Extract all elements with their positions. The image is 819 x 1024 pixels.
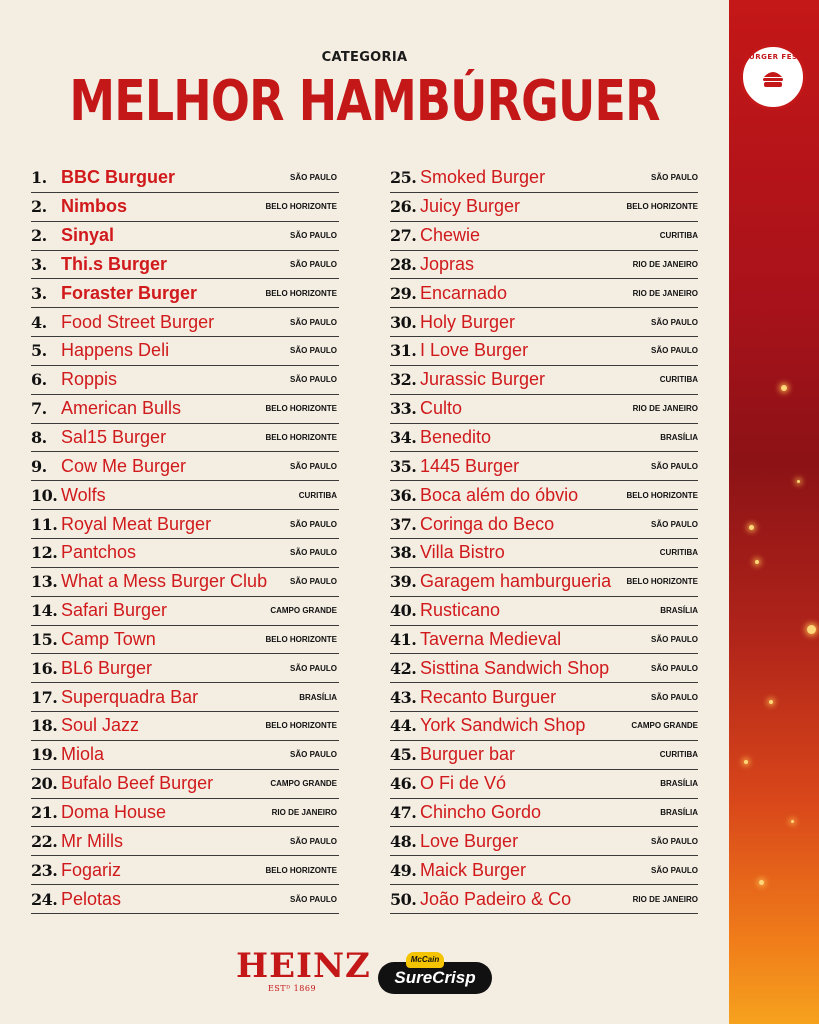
restaurant-name: Garagem hamburgueria xyxy=(420,571,612,592)
rank-number: 40. xyxy=(390,601,417,621)
rank-number: 7. xyxy=(31,399,47,419)
city-label: BRASÍLIA xyxy=(299,692,337,702)
list-item xyxy=(390,193,698,222)
list-item xyxy=(31,251,339,280)
restaurant-name: Cow Me Burger xyxy=(61,455,187,476)
list-item xyxy=(31,799,339,828)
city-label: SÃO PAULO xyxy=(290,173,337,183)
restaurant-name: Encarnado xyxy=(420,282,508,303)
rank-number: 3. xyxy=(31,254,47,274)
restaurant-name: Nimbos xyxy=(61,196,128,217)
city-label: RIO DE JANEIRO xyxy=(632,288,698,298)
rank-number: 49. xyxy=(390,860,417,880)
list-item xyxy=(390,279,698,308)
restaurant-name: Jopras xyxy=(420,253,475,274)
list-item xyxy=(31,222,339,251)
rank-number: 26. xyxy=(390,197,417,217)
list-item xyxy=(390,885,698,914)
rank-number: 28. xyxy=(390,254,417,274)
city-label: CURITIBA xyxy=(298,490,337,500)
list-item xyxy=(31,452,339,481)
rank-number: 1. xyxy=(31,168,47,188)
city-label: SÃO PAULO xyxy=(290,375,337,385)
city-label: SÃO PAULO xyxy=(290,231,337,241)
list-item xyxy=(390,222,698,251)
spark xyxy=(749,525,754,530)
city-label: BRASÍLIA xyxy=(660,807,698,817)
city-label: BELO HORIZONTE xyxy=(265,433,337,443)
rank-number: 3. xyxy=(31,283,47,303)
city-label: SÃO PAULO xyxy=(290,836,337,846)
spark xyxy=(744,760,748,764)
restaurant-name: Maick Burger xyxy=(420,859,527,880)
city-label: SÃO PAULO xyxy=(651,865,698,875)
restaurant-name: Boca além do óbvio xyxy=(420,484,579,505)
city-label: SÃO PAULO xyxy=(651,519,698,529)
rank-number: 46. xyxy=(390,774,417,794)
burger-fest-badge xyxy=(740,44,806,110)
city-label: SÃO PAULO xyxy=(651,692,698,702)
restaurant-name: Benedito xyxy=(420,427,492,448)
list-item xyxy=(390,654,698,683)
list-item xyxy=(390,799,698,828)
restaurant-name: 1445 Burger xyxy=(420,455,520,476)
restaurant-name: Recanto Burguer xyxy=(420,686,557,707)
restaurant-name: Happens Deli xyxy=(61,340,170,361)
list-item xyxy=(390,251,698,280)
rank-number: 44. xyxy=(390,716,417,736)
city-label: SÃO PAULO xyxy=(651,663,698,673)
burger-icon xyxy=(762,67,784,89)
restaurant-name: Pantchos xyxy=(61,542,137,563)
list-item xyxy=(31,885,339,914)
restaurant-name: Royal Meat Burger xyxy=(61,513,212,534)
restaurant-name: Culto xyxy=(420,398,463,419)
restaurant-name: Sal15 Burger xyxy=(61,427,167,448)
restaurant-name: BBC Burguer xyxy=(61,167,176,188)
rank-number: 27. xyxy=(390,226,417,246)
restaurant-name: Food Street Burger xyxy=(61,311,215,332)
rank-number: 43. xyxy=(390,687,417,707)
restaurant-name: Camp Town xyxy=(61,628,156,649)
restaurant-name: Smoked Burger xyxy=(420,167,546,188)
list-item xyxy=(31,337,339,366)
restaurant-name: Foraster Burger xyxy=(61,282,198,303)
list-item xyxy=(31,626,339,655)
rank-number: 16. xyxy=(31,658,58,678)
restaurant-name: York Sandwich Shop xyxy=(420,715,586,736)
decorative-side-panel xyxy=(729,0,819,1024)
list-item xyxy=(31,510,339,539)
rank-number: 10. xyxy=(31,485,58,505)
list-item xyxy=(390,770,698,799)
city-label: SÃO PAULO xyxy=(290,259,337,269)
list-item xyxy=(31,481,339,510)
restaurant-name: Burguer bar xyxy=(420,744,516,765)
rank-number: 33. xyxy=(390,399,417,419)
rank-number: 14. xyxy=(31,601,58,621)
rank-number: 19. xyxy=(31,745,58,765)
heinz-established: ESTᴰ 1869 xyxy=(267,984,317,993)
city-label: CURITIBA xyxy=(659,375,698,385)
list-item xyxy=(390,539,698,568)
restaurant-name: O Fi de Vó xyxy=(420,773,507,794)
list-item xyxy=(390,308,698,337)
badge-text: BURGER FEST xyxy=(743,53,803,61)
restaurant-name: Villa Bistro xyxy=(420,542,505,563)
city-label: SÃO PAULO xyxy=(290,894,337,904)
rank-number: 24. xyxy=(31,889,58,909)
rank-number: 50. xyxy=(390,889,417,909)
list-item xyxy=(31,539,339,568)
restaurant-name: Sisttina Sandwich Shop xyxy=(420,657,610,678)
city-label: SÃO PAULO xyxy=(290,346,337,356)
rank-number: 2. xyxy=(31,226,47,246)
rank-number: 29. xyxy=(390,283,417,303)
list-item xyxy=(31,366,339,395)
restaurant-name: Jurassic Burger xyxy=(420,369,546,390)
city-label: CAMPO GRANDE xyxy=(270,606,337,616)
ranking-column-right xyxy=(390,164,698,914)
rank-number: 41. xyxy=(390,629,417,649)
rank-number: 11. xyxy=(31,514,58,534)
rank-number: 23. xyxy=(31,860,58,880)
rank-number: 38. xyxy=(390,543,417,563)
restaurant-name: Doma House xyxy=(61,801,167,822)
city-label: BELO HORIZONTE xyxy=(626,490,698,500)
city-label: BELO HORIZONTE xyxy=(265,721,337,731)
rank-number: 34. xyxy=(390,428,417,448)
heinz-logo xyxy=(236,946,371,1000)
city-label: BELO HORIZONTE xyxy=(626,577,698,587)
restaurant-name: Chewie xyxy=(420,225,481,246)
restaurant-name: Soul Jazz xyxy=(61,715,140,736)
restaurant-name: BL6 Burger xyxy=(61,657,153,678)
restaurant-name: Love Burger xyxy=(420,830,519,851)
rank-number: 18. xyxy=(31,716,58,736)
restaurant-name: Taverna Medieval xyxy=(420,628,562,649)
list-item xyxy=(31,308,339,337)
list-item xyxy=(31,568,339,597)
city-label: SÃO PAULO xyxy=(290,548,337,558)
list-item xyxy=(31,683,339,712)
list-item xyxy=(390,337,698,366)
rank-number: 45. xyxy=(390,745,417,765)
rank-number: 2. xyxy=(31,197,47,217)
rank-number: 30. xyxy=(390,312,417,332)
surecrisp-wordmark: SureCrisp xyxy=(378,962,492,994)
restaurant-name: Mr Mills xyxy=(61,830,123,851)
list-item xyxy=(31,712,339,741)
list-item xyxy=(31,827,339,856)
restaurant-name: What a Mess Burger Club xyxy=(61,571,268,592)
city-label: RIO DE JANEIRO xyxy=(632,894,698,904)
city-label: CAMPO GRANDE xyxy=(631,721,698,731)
city-label: BELO HORIZONTE xyxy=(626,202,698,212)
list-item xyxy=(31,654,339,683)
list-item xyxy=(390,568,698,597)
rank-number: 36. xyxy=(390,485,417,505)
mccain-wordmark: McCain xyxy=(406,952,444,968)
list-item xyxy=(390,164,698,193)
city-label: SÃO PAULO xyxy=(651,634,698,644)
list-item xyxy=(390,741,698,770)
restaurant-name: Coringa do Beco xyxy=(420,513,555,534)
list-item xyxy=(31,856,339,885)
restaurant-name: Thi.s Burger xyxy=(61,253,168,274)
city-label: SÃO PAULO xyxy=(290,577,337,587)
page-title: MELHOR HAMBÚRGUER xyxy=(69,69,660,134)
list-item xyxy=(31,193,339,222)
spark xyxy=(807,625,816,634)
list-item xyxy=(390,683,698,712)
rank-number: 48. xyxy=(390,831,417,851)
list-item xyxy=(390,856,698,885)
rank-number: 4. xyxy=(31,312,47,332)
category-label: CATEGORIA xyxy=(321,50,408,65)
list-item xyxy=(390,626,698,655)
city-label: CAMPO GRANDE xyxy=(270,779,337,789)
list-item xyxy=(31,164,339,193)
list-item xyxy=(31,597,339,626)
rank-number: 39. xyxy=(390,572,417,592)
restaurant-name: João Padeiro & Co xyxy=(420,888,572,909)
rank-number: 9. xyxy=(31,456,47,476)
city-label: SÃO PAULO xyxy=(651,317,698,327)
list-item xyxy=(390,481,698,510)
rank-number: 8. xyxy=(31,428,47,448)
city-label: BELO HORIZONTE xyxy=(265,634,337,644)
city-label: BRASÍLIA xyxy=(660,606,698,616)
restaurant-name: Juicy Burger xyxy=(420,196,521,217)
rank-number: 13. xyxy=(31,572,58,592)
city-label: SÃO PAULO xyxy=(290,317,337,327)
ranking-column-left xyxy=(31,164,339,914)
city-label: SÃO PAULO xyxy=(290,519,337,529)
list-item xyxy=(390,424,698,453)
restaurant-name: Bufalo Beef Burger xyxy=(61,773,214,794)
list-item xyxy=(31,395,339,424)
list-item xyxy=(390,510,698,539)
city-label: BRASÍLIA xyxy=(660,779,698,789)
restaurant-name: Safari Burger xyxy=(61,600,168,621)
city-label: SÃO PAULO xyxy=(290,750,337,760)
city-label: BELO HORIZONTE xyxy=(265,288,337,298)
list-item xyxy=(31,770,339,799)
spark xyxy=(781,385,787,391)
rank-number: 20. xyxy=(31,774,58,794)
list-item xyxy=(31,741,339,770)
city-label: SÃO PAULO xyxy=(651,346,698,356)
rank-number: 35. xyxy=(390,456,417,476)
restaurant-name: American Bulls xyxy=(61,398,182,419)
city-label: RIO DE JANEIRO xyxy=(632,404,698,414)
rank-number: 21. xyxy=(31,802,58,822)
restaurant-name: Chincho Gordo xyxy=(420,801,542,822)
rank-number: 32. xyxy=(390,370,417,390)
city-label: SÃO PAULO xyxy=(651,836,698,846)
heinz-wordmark: HEINZ xyxy=(236,946,371,986)
list-item xyxy=(390,827,698,856)
rank-number: 6. xyxy=(31,370,47,390)
rank-number: 31. xyxy=(390,341,417,361)
city-label: SÃO PAULO xyxy=(651,173,698,183)
city-label: CURITIBA xyxy=(659,750,698,760)
spark xyxy=(755,560,759,564)
spark xyxy=(797,480,800,483)
city-label: BELO HORIZONTE xyxy=(265,404,337,414)
list-item xyxy=(31,279,339,308)
restaurant-name: Superquadra Bar xyxy=(61,686,199,707)
spark xyxy=(759,880,764,885)
city-label: CURITIBA xyxy=(659,548,698,558)
city-label: SÃO PAULO xyxy=(290,461,337,471)
city-label: BELO HORIZONTE xyxy=(265,202,337,212)
list-item xyxy=(31,424,339,453)
list-item xyxy=(390,395,698,424)
spark xyxy=(769,700,773,704)
city-label: RIO DE JANEIRO xyxy=(632,259,698,269)
restaurant-name: Roppis xyxy=(61,369,118,390)
list-item xyxy=(390,597,698,626)
restaurant-name: Sinyal xyxy=(61,225,115,246)
restaurant-name: Pelotas xyxy=(61,888,122,909)
restaurant-name: Holy Burger xyxy=(420,311,516,332)
list-item xyxy=(390,712,698,741)
restaurant-name: I Love Burger xyxy=(420,340,529,361)
rank-number: 5. xyxy=(31,341,47,361)
city-label: BRASÍLIA xyxy=(660,433,698,443)
spark xyxy=(791,820,794,823)
rank-number: 12. xyxy=(31,543,58,563)
rank-number: 37. xyxy=(390,514,417,534)
city-label: CURITIBA xyxy=(659,231,698,241)
city-label: SÃO PAULO xyxy=(651,461,698,471)
list-item xyxy=(390,366,698,395)
city-label: BELO HORIZONTE xyxy=(265,865,337,875)
rank-number: 15. xyxy=(31,629,58,649)
rank-number: 42. xyxy=(390,658,417,678)
restaurant-name: Wolfs xyxy=(61,484,106,505)
rank-number: 22. xyxy=(31,831,58,851)
rank-number: 25. xyxy=(390,168,417,188)
rank-number: 47. xyxy=(390,802,417,822)
city-label: RIO DE JANEIRO xyxy=(271,807,337,817)
restaurant-name: Fogariz xyxy=(61,859,122,880)
restaurant-name: Rusticano xyxy=(420,600,501,621)
city-label: SÃO PAULO xyxy=(290,663,337,673)
restaurant-name: Miola xyxy=(61,744,105,765)
list-item xyxy=(390,452,698,481)
mccain-surecrisp-logo xyxy=(378,952,492,994)
rank-number: 17. xyxy=(31,687,58,707)
